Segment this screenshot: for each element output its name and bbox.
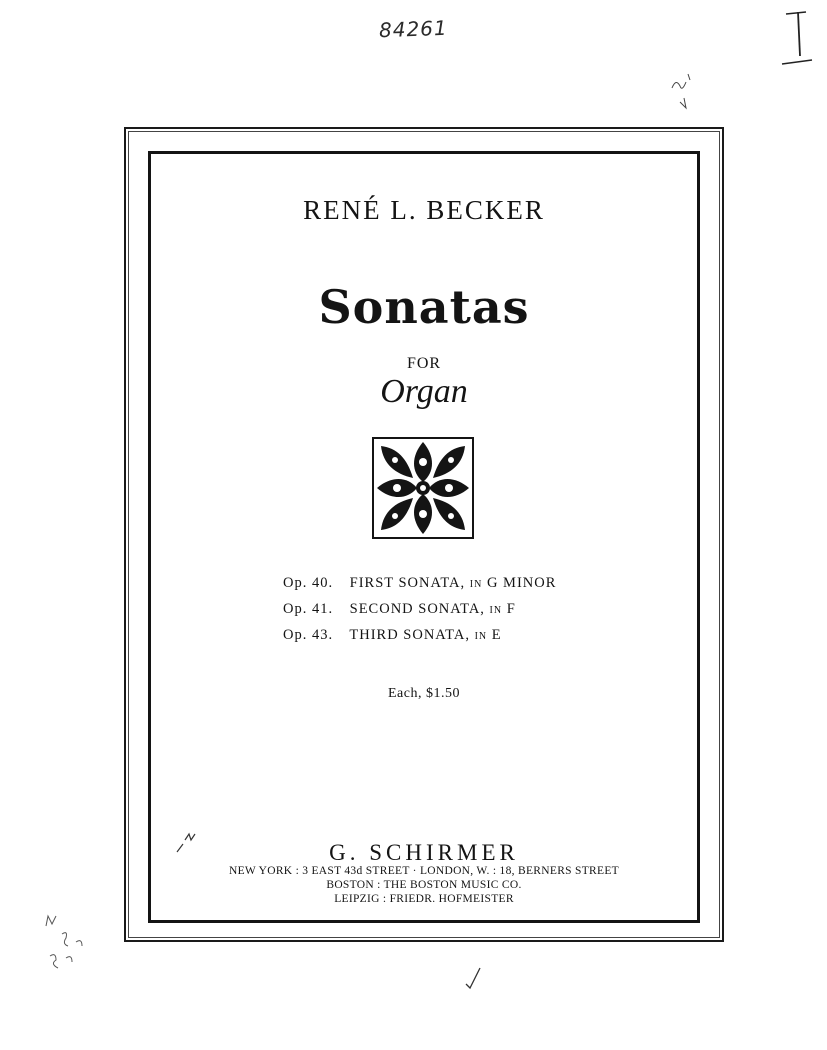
handwritten-small-note: [668, 68, 696, 114]
price-label: Each, $1.50: [388, 686, 460, 701]
publisher-location-line: BOSTON : THE BOSTON MUSIC CO.: [326, 879, 522, 891]
cover-title: Sonatas: [318, 280, 530, 334]
composer-name: RENÉ L. BECKER: [303, 195, 545, 225]
work-key: E: [491, 627, 502, 643]
work-name: SECOND SONATA,: [349, 601, 485, 617]
work-item: [283, 596, 643, 622]
publisher-location-line: LEIPZIG : FRIEDR. HOFMEISTER: [334, 893, 514, 905]
work-in: IN: [489, 605, 503, 616]
work-name: THIRD SONATA,: [349, 627, 470, 643]
handwritten-catalog-number: 84261: [378, 15, 449, 43]
for-label: FOR: [406, 355, 442, 372]
handwritten-bracket-mark: [776, 8, 816, 68]
publisher-location-line: NEW YORK : 3 EAST 43d STREET · LONDON, W. : 18, BERNERS STREET: [228, 865, 620, 877]
handwritten-check-mark: [462, 966, 486, 994]
works-list: [283, 570, 643, 648]
work-name: FIRST SONATA,: [349, 575, 466, 591]
work-item: [283, 570, 643, 596]
opus-number: Op. 43.: [283, 627, 334, 643]
work-key: F: [506, 601, 516, 617]
publisher-locations: [130, 864, 718, 906]
floral-ornament-icon: [367, 432, 479, 544]
opus-number: Op. 40.: [283, 575, 334, 591]
work-key: G MINOR: [486, 575, 557, 591]
handwritten-call-number: [38, 912, 108, 976]
instrument-name: Organ: [380, 373, 468, 410]
work-in: IN: [469, 579, 483, 590]
publisher-name: G. SCHIRMER: [329, 840, 519, 865]
work-in: IN: [474, 631, 488, 642]
opus-number: Op. 41.: [283, 601, 334, 617]
work-item: [283, 622, 643, 648]
